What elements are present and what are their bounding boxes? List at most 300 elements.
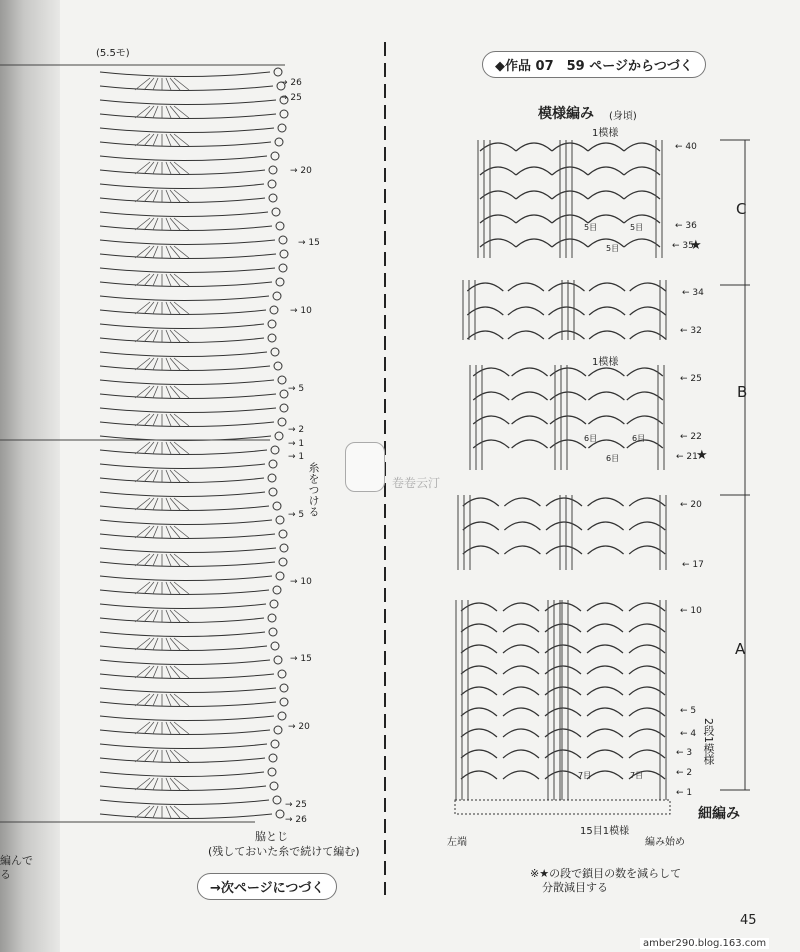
start-label: 編み始め — [645, 837, 685, 848]
right-fan-arc — [503, 708, 539, 716]
left-fan-stitch — [166, 78, 171, 90]
right-fan-arc — [461, 624, 497, 632]
right-row-label: ← 32 — [680, 326, 702, 336]
left-fan-stitch — [153, 806, 158, 818]
foundation-row — [455, 800, 670, 814]
left-chain-row — [100, 604, 266, 609]
left-turn-loop — [280, 404, 288, 412]
right-fan-arc — [588, 546, 624, 554]
left-fan-stitch — [166, 414, 171, 426]
left-fan-stitch — [144, 666, 154, 678]
right-fan-arc — [589, 307, 625, 315]
left-turn-loop — [273, 586, 281, 594]
right-fan-arc — [461, 750, 497, 758]
left-fan-stitch — [135, 610, 150, 622]
left-fan-stitch — [144, 750, 154, 762]
right-fan-arc — [512, 392, 548, 400]
right-fan-arc — [461, 708, 497, 716]
left-chain-row — [100, 282, 272, 287]
left-chain-row — [100, 478, 264, 483]
left-fan-stitch — [166, 750, 171, 762]
right-fan-arc — [480, 167, 516, 175]
right-fan-arc — [473, 416, 509, 424]
left-fan-stitch — [170, 386, 180, 398]
left-fan-stitch — [153, 78, 158, 90]
left-row-label: → 5 — [288, 510, 305, 520]
right-fan-arc — [588, 522, 624, 530]
left-fan-stitch — [174, 582, 189, 594]
left-turn-loop — [268, 768, 276, 776]
right-fan-arc — [624, 167, 660, 175]
right-row-label: ← 21 — [676, 452, 698, 462]
left-fan-stitch — [174, 386, 189, 398]
left-fan-stitch — [166, 694, 171, 706]
stitch-count: 7目 — [578, 771, 592, 780]
left-fan-stitch — [135, 358, 150, 370]
left-row-label: → 10 — [290, 577, 312, 587]
left-turn-loop — [270, 600, 278, 608]
right-fan-arc — [627, 368, 663, 376]
right-fan-arc — [480, 191, 516, 199]
right-fan-arc — [473, 440, 509, 448]
left-chain-row — [100, 142, 271, 147]
left-fan-stitch — [174, 638, 189, 650]
left-turn-loop — [268, 320, 276, 328]
left-fan-stitch — [174, 414, 189, 426]
left-fan-stitch — [170, 106, 180, 118]
left-chain-row — [100, 212, 268, 217]
right-fan-arc — [587, 645, 623, 653]
left-fan-stitch — [166, 106, 171, 118]
left-chain-row — [100, 758, 265, 763]
left-fan-stitch — [153, 722, 158, 734]
left-fan-stitch — [135, 218, 150, 230]
left-fan-stitch — [166, 218, 171, 230]
left-fan-stitch — [144, 694, 154, 706]
right-fan-arc — [545, 729, 581, 737]
right-fan-arc — [461, 645, 497, 653]
left-fan-stitch — [144, 134, 154, 146]
attach-yarn-note: 糸をつける — [307, 462, 320, 517]
right-fan-arc — [587, 687, 623, 695]
right-fan-arc — [480, 215, 516, 223]
left-fan-stitch — [166, 498, 171, 510]
left-fan-stitch — [153, 358, 158, 370]
watermark-text: 卷卷云汀 — [392, 476, 441, 490]
left-row-label: → 20 — [288, 722, 310, 732]
left-fan-stitch — [170, 498, 180, 510]
right-fan-arc — [589, 331, 625, 339]
left-chain-row — [100, 100, 276, 105]
right-fan-arc — [624, 191, 660, 199]
left-fan-stitch — [170, 358, 180, 370]
left-fan-stitch — [135, 246, 150, 258]
left-fan-stitch — [135, 666, 150, 678]
left-fan-stitch — [170, 442, 180, 454]
left-edge-label: 左端 — [447, 837, 467, 848]
right-fan-arc — [587, 729, 623, 737]
left-chain-row — [100, 660, 270, 665]
right-fan-arc — [480, 239, 516, 247]
left-top-note: (5.5モ) — [96, 48, 130, 59]
left-turn-loop — [280, 250, 288, 258]
left-chain-row — [100, 226, 272, 231]
left-fan-stitch — [170, 470, 180, 482]
left-fan-stitch — [153, 162, 158, 174]
left-fan-stitch — [170, 218, 180, 230]
left-row-label: → 15 — [290, 654, 312, 664]
left-fan-stitch — [174, 106, 189, 118]
left-turn-loop — [275, 432, 283, 440]
left-turn-loop — [273, 502, 281, 510]
left-chain-row — [100, 800, 269, 805]
right-fan-arc — [588, 167, 624, 175]
margin-text-2: る — [0, 868, 11, 881]
left-turn-loop — [268, 180, 276, 188]
right-fan-arc — [587, 603, 623, 611]
left-fan-stitch — [153, 106, 158, 118]
left-row-label: → 1 — [288, 439, 305, 449]
left-fan-stitch — [174, 134, 189, 146]
left-fan-stitch — [170, 582, 180, 594]
left-chain-row — [100, 646, 267, 651]
left-fan-stitch — [144, 330, 154, 342]
left-fan-stitch — [170, 330, 180, 342]
left-fan-stitch — [135, 274, 150, 286]
left-chain-row — [100, 632, 265, 637]
left-chain-row — [100, 702, 276, 707]
page-number: 45 — [740, 913, 757, 928]
left-turn-loop — [278, 670, 286, 678]
left-fan-stitch — [144, 274, 154, 286]
right-fan-arc — [627, 416, 663, 424]
right-fan-arc — [589, 283, 625, 291]
right-row-label: ← 1 — [676, 788, 693, 798]
right-fan-arc — [546, 498, 582, 506]
left-fan-stitch — [166, 190, 171, 202]
left-fan-stitch — [174, 806, 189, 818]
right-fan-arc — [463, 498, 499, 506]
left-fan-stitch — [135, 750, 150, 762]
right-row-label: ← 20 — [680, 500, 702, 510]
left-turn-loop — [269, 488, 277, 496]
left-fan-stitch — [166, 582, 171, 594]
right-fan-arc — [545, 666, 581, 674]
left-fan-stitch — [153, 694, 158, 706]
left-fan-stitch — [144, 386, 154, 398]
side-seam-note-detail: (残しておいた糸で続けて編む) — [208, 845, 360, 858]
left-fan-stitch — [166, 330, 171, 342]
right-fan-arc — [508, 283, 544, 291]
left-fan-stitch — [135, 162, 150, 174]
right-fan-arc — [473, 368, 509, 376]
left-turn-loop — [269, 628, 277, 636]
left-turn-loop — [278, 712, 286, 720]
right-fan-arc — [545, 603, 581, 611]
right-fan-arc — [461, 666, 497, 674]
left-fan-stitch — [135, 190, 150, 202]
left-fan-stitch — [166, 666, 171, 678]
left-fan-stitch — [170, 554, 180, 566]
left-fan-stitch — [153, 610, 158, 622]
left-turn-loop — [278, 418, 286, 426]
left-fan-stitch — [170, 414, 180, 426]
left-turn-loop — [268, 334, 276, 342]
left-chain-row — [100, 814, 272, 819]
repeat-label-bottom: 15目1模様 — [580, 826, 630, 837]
left-fan-stitch — [166, 778, 171, 790]
left-turn-loop — [273, 292, 281, 300]
left-row-label: → 1 — [288, 452, 305, 462]
pattern-title: 模様編み — [538, 106, 594, 122]
left-chain-row — [100, 72, 270, 77]
left-fan-stitch — [174, 190, 189, 202]
right-fan-arc — [503, 687, 539, 695]
right-fan-arc — [588, 191, 624, 199]
left-chain-row — [100, 296, 269, 301]
stitch-count: 5目 — [584, 223, 598, 232]
left-chain-row — [100, 184, 264, 189]
left-fan-stitch — [153, 582, 158, 594]
right-row-label: ← 34 — [682, 288, 704, 298]
left-fan-stitch — [170, 750, 180, 762]
right-fan-arc — [587, 666, 623, 674]
left-fan-stitch — [170, 806, 180, 818]
left-fan-stitch — [174, 274, 189, 286]
left-fan-stitch — [170, 722, 180, 734]
right-fan-arc — [467, 331, 503, 339]
section-c-label: C — [736, 200, 747, 218]
right-row-label: ← 17 — [682, 560, 704, 570]
left-turn-loop — [271, 446, 279, 454]
left-fan-stitch — [153, 666, 158, 678]
left-fan-stitch — [166, 722, 171, 734]
left-fan-stitch — [153, 442, 158, 454]
single-crochet-label: 細編み — [698, 806, 740, 822]
side-seam-note: 脇とじ — [255, 830, 288, 843]
right-fan-arc — [549, 283, 585, 291]
section-a-label: A — [735, 640, 746, 658]
right-fan-arc — [503, 771, 539, 779]
pattern-title-sub: (身頃) — [609, 111, 637, 122]
left-fan-stitch — [135, 414, 150, 426]
right-row-label: ← 5 — [680, 706, 697, 716]
left-turn-loop — [280, 110, 288, 118]
right-fan-arc — [624, 239, 660, 247]
left-turn-loop — [272, 208, 280, 216]
left-fan-stitch — [174, 246, 189, 258]
right-fan-arc — [545, 708, 581, 716]
two-rows-one-pattern-note: 2段1模様 — [702, 718, 715, 765]
left-fan-stitch — [144, 302, 154, 314]
left-fan-stitch — [166, 274, 171, 286]
right-fan-arc — [552, 215, 588, 223]
left-fan-stitch — [166, 162, 171, 174]
stitch-count: 5目 — [606, 244, 620, 253]
left-fan-stitch — [135, 330, 150, 342]
right-fan-arc — [588, 143, 624, 151]
right-row-label: ← 35 — [672, 241, 694, 251]
right-fan-arc — [503, 750, 539, 758]
right-fan-arc — [463, 522, 499, 530]
right-fan-arc — [516, 239, 552, 247]
left-fan-stitch — [153, 190, 158, 202]
star-mark-35: ★ — [690, 238, 702, 253]
left-chain-row — [100, 450, 267, 455]
left-chain-row — [100, 170, 265, 175]
right-fan-arc — [545, 771, 581, 779]
left-fan-stitch — [153, 134, 158, 146]
left-fan-stitch — [166, 806, 171, 818]
left-fan-stitch — [166, 470, 171, 482]
left-fan-stitch — [153, 778, 158, 790]
left-fan-stitch — [144, 610, 154, 622]
left-chain-row — [100, 464, 265, 469]
left-fan-stitch — [166, 554, 171, 566]
left-fan-stitch — [174, 162, 189, 174]
left-chain-row — [100, 562, 275, 567]
left-fan-stitch — [153, 638, 158, 650]
right-fan-arc — [545, 645, 581, 653]
left-fan-stitch — [153, 554, 158, 566]
right-fan-arc — [503, 666, 539, 674]
left-chain-row — [100, 576, 272, 581]
left-turn-loop — [280, 698, 288, 706]
right-fan-arc — [516, 191, 552, 199]
left-fan-stitch — [144, 162, 154, 174]
left-turn-loop — [273, 796, 281, 804]
left-chain-row — [100, 268, 275, 273]
left-turn-loop — [271, 152, 279, 160]
left-fan-stitch — [170, 78, 180, 90]
right-fan-arc — [516, 215, 552, 223]
left-fan-stitch — [170, 162, 180, 174]
stitch-count: 6目 — [632, 434, 646, 443]
right-fan-arc — [480, 143, 516, 151]
right-fan-arc — [587, 750, 623, 758]
left-fan-stitch — [166, 638, 171, 650]
left-fan-stitch — [135, 498, 150, 510]
left-turn-loop — [276, 222, 284, 230]
left-fan-stitch — [174, 218, 189, 230]
right-fan-arc — [503, 645, 539, 653]
left-fan-stitch — [144, 554, 154, 566]
left-turn-loop — [276, 516, 284, 524]
left-fan-stitch — [174, 666, 189, 678]
right-row-label: ← 36 — [675, 221, 697, 231]
right-fan-arc — [587, 708, 623, 716]
left-chain-row — [100, 240, 275, 245]
right-row-label: ← 40 — [675, 142, 697, 152]
left-chain-row — [100, 688, 276, 693]
repeat-label-top: 1模様 — [592, 128, 619, 139]
left-fan-stitch — [135, 78, 150, 90]
title-pill: ◆作品 07 59 ページからつづく — [482, 51, 706, 78]
section-b-label: B — [737, 383, 748, 401]
left-fan-stitch — [135, 526, 150, 538]
right-fan-arc — [508, 331, 544, 339]
left-fan-stitch — [135, 386, 150, 398]
stitch-count: 6目 — [606, 454, 620, 463]
left-fan-stitch — [153, 414, 158, 426]
left-fan-stitch — [170, 778, 180, 790]
left-turn-loop — [276, 278, 284, 286]
left-row-label: → 5 — [288, 384, 305, 394]
left-fan-stitch — [135, 694, 150, 706]
left-turn-loop — [271, 642, 279, 650]
repeat-label-mid: 1模様 — [592, 357, 619, 368]
right-fan-arc — [461, 687, 497, 695]
left-turn-loop — [278, 124, 286, 132]
left-chain-row — [100, 786, 266, 791]
left-fan-stitch — [174, 358, 189, 370]
left-turn-loop — [271, 348, 279, 356]
left-fan-stitch — [170, 694, 180, 706]
right-row-label: ← 10 — [680, 606, 702, 616]
right-fan-arc — [552, 167, 588, 175]
left-fan-stitch — [166, 302, 171, 314]
left-chain-row — [100, 716, 274, 721]
left-fan-stitch — [170, 190, 180, 202]
continue-next-page-label: →次ページにつづく — [197, 873, 337, 900]
left-fan-stitch — [153, 330, 158, 342]
left-fan-stitch — [174, 302, 189, 314]
right-fan-arc — [461, 729, 497, 737]
right-fan-arc — [549, 307, 585, 315]
left-fan-stitch — [144, 190, 154, 202]
left-fan-stitch — [174, 470, 189, 482]
right-fan-arc — [503, 624, 539, 632]
left-turn-loop — [276, 810, 284, 818]
left-chain-row — [100, 310, 266, 315]
left-turn-loop — [269, 754, 277, 762]
left-fan-stitch — [135, 806, 150, 818]
left-fan-stitch — [153, 750, 158, 762]
right-fan-arc — [467, 283, 503, 291]
left-turn-loop — [268, 614, 276, 622]
left-turn-loop — [274, 68, 282, 76]
left-row-label: → 26 — [280, 78, 302, 88]
left-fan-stitch — [144, 106, 154, 118]
right-fan-arc — [588, 416, 624, 424]
left-fan-stitch — [144, 470, 154, 482]
left-turn-loop — [268, 474, 276, 482]
left-fan-stitch — [170, 526, 180, 538]
right-fan-arc — [552, 239, 588, 247]
right-fan-arc — [516, 143, 552, 151]
left-turn-loop — [276, 572, 284, 580]
left-turn-loop — [270, 306, 278, 314]
right-fan-arc — [588, 368, 624, 376]
left-fan-stitch — [174, 330, 189, 342]
left-fan-stitch — [153, 246, 158, 258]
left-fan-stitch — [170, 610, 180, 622]
left-fan-stitch — [174, 526, 189, 538]
left-chain-row — [100, 548, 276, 553]
left-turn-loop — [279, 264, 287, 272]
left-fan-stitch — [144, 526, 154, 538]
left-chain-row — [100, 254, 276, 259]
left-fan-stitch — [174, 78, 189, 90]
right-fan-arc — [545, 624, 581, 632]
right-fan-arc — [504, 546, 540, 554]
left-fan-stitch — [144, 218, 154, 230]
footnote-line-1: ※★の段で鎖目の数を減らして — [530, 867, 682, 880]
margin-text-1: 編んで — [0, 854, 33, 867]
left-fan-stitch — [144, 638, 154, 650]
left-fan-stitch — [135, 442, 150, 454]
left-turn-loop — [279, 558, 287, 566]
